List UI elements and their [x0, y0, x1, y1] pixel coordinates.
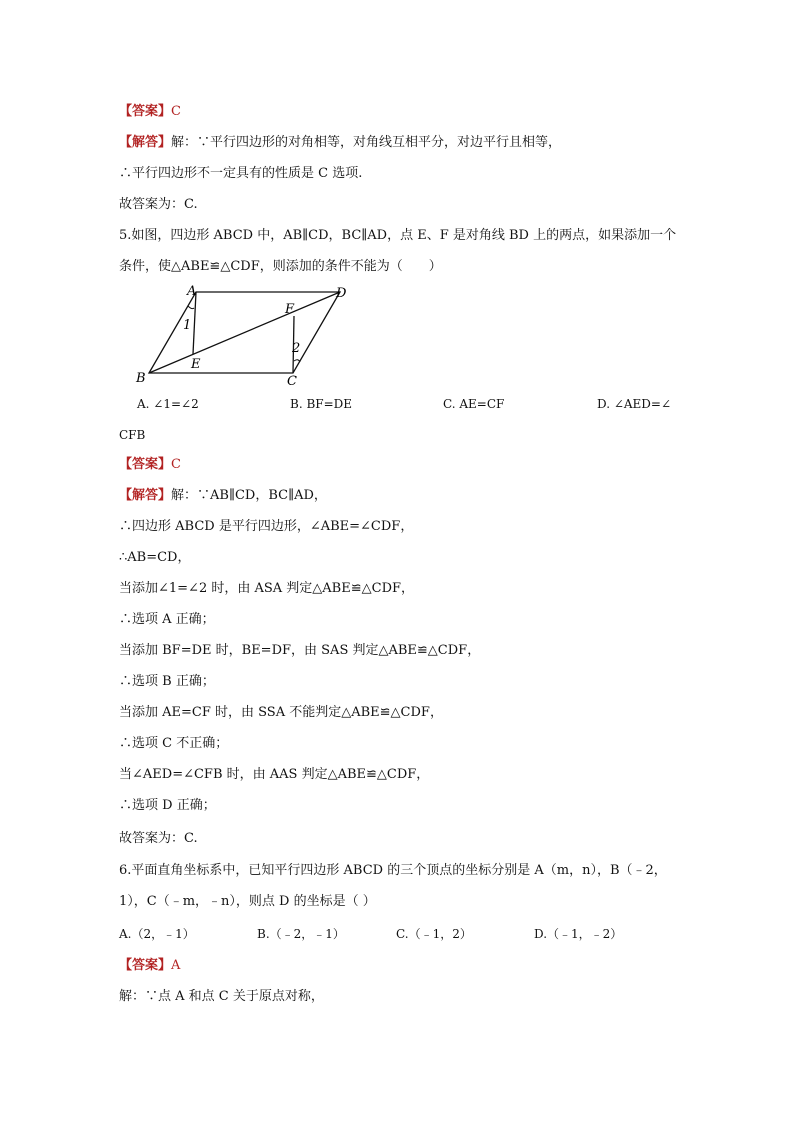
solution-text: 解：∵平行四边形的对角相等，对角线互相平分，对边平行且相等， — [171, 135, 562, 150]
q5-solution-line-7: ∴选项 B 正确； — [119, 674, 215, 689]
q6-option-b: B.（﹣2，﹣1） — [257, 927, 345, 941]
q5-option-d: D. ∠AED=∠ — [597, 397, 672, 411]
q5-option-a: A. ∠1=∠2 — [137, 397, 199, 411]
q5-stem-line-1: 5.如图，四边形 ABCD 中，AB∥CD，BC∥AD，点 E、F 是对角线 BD 上的两点，如果添加一个 — [119, 228, 677, 243]
answer-value: C — [171, 104, 181, 119]
q5-option-d-wrap: CFB — [119, 428, 146, 442]
q5-final-answer: 故答案为：C. — [119, 831, 198, 846]
q5-option-b: B. BF=DE — [290, 397, 353, 411]
q4-solution-line-1 — [119, 134, 561, 152]
diagonal-bd — [149, 292, 340, 373]
q5-solution-line-1 — [119, 487, 327, 505]
q4-solution-line-2: ∴平行四边形不一定具有的性质是 C 选项. — [119, 166, 363, 181]
q5-solution-line-5: ∴选项 A 正确； — [119, 612, 215, 627]
label-1: 1 — [183, 318, 192, 333]
q5-solution-line-4: 当添加∠1=∠2 时，由 ASA 判定△ABE≌△CDF， — [119, 581, 415, 596]
parallelogram-figure — [130, 282, 360, 390]
segment-ae — [193, 292, 196, 354]
label-e: E — [191, 357, 201, 372]
q6-option-c: C.（﹣1，2） — [396, 927, 472, 941]
label-b: B — [136, 371, 146, 386]
label-d: D — [336, 286, 347, 301]
q4-answer-line — [119, 103, 181, 121]
angle-1-arc — [188, 306, 194, 309]
label-2: 2 — [292, 341, 301, 356]
q5-solution-line-9: ∴选项 C 不正确； — [119, 736, 229, 751]
q6-solution-line-1: 解：∵点 A 和点 C 关于原点对称， — [119, 989, 324, 1004]
q4-final-answer: 故答案为：C. — [119, 197, 198, 212]
solution-text: 解：∵AB∥CD，BC∥AD， — [171, 488, 327, 503]
q5-stem-line-2: 条件，使△ABE≌△CDF，则添加的条件不能为（ ） — [119, 259, 442, 274]
answer-tag: 【答案】 — [119, 457, 172, 472]
answer-value: C — [171, 457, 181, 472]
label-c: C — [287, 374, 297, 389]
q5-solution-line-8: 当添加 AE=CF 时，由 SSA 不能判定△ABE≌△CDF， — [119, 705, 443, 720]
q6-stem-line-1: 6.平面直角坐标系中，已知平行四边形 ABCD 的三个顶点的坐标分别是 A（m，n），B（﹣2， — [119, 863, 667, 878]
q6-answer-line — [119, 957, 180, 975]
q5-solution-line-6: 当添加 BF=DE 时，BE=DF，由 SAS 判定△ABE≌△CDF， — [119, 643, 481, 658]
q5-solution-line-11: ∴选项 D 正确； — [119, 798, 216, 813]
label-f: F — [285, 302, 295, 317]
solution-tag: 【解答】 — [119, 488, 172, 503]
solution-tag: 【解答】 — [119, 135, 172, 150]
q6-option-a: A.（2，﹣1） — [119, 927, 195, 941]
q5-solution-line-3: ∴AB=CD， — [119, 550, 191, 565]
q5-solution-line-10: 当∠AED=∠CFB 时，由 AAS 判定△ABE≌△CDF， — [119, 767, 430, 782]
q6-stem-line-2: 1），C（﹣m，﹣n），则点 D 的坐标是（ ） — [119, 894, 376, 909]
q5-option-c: C. AE=CF — [443, 397, 505, 411]
answer-value: A — [171, 958, 181, 973]
q5-answer-line — [119, 456, 181, 474]
label-a: A — [187, 284, 197, 299]
q5-solution-line-2: ∴四边形 ABCD 是平行四边形，∠ABE=∠CDF， — [119, 519, 414, 534]
answer-tag: 【答案】 — [119, 958, 172, 973]
q6-option-d: D.（﹣1，﹣2） — [534, 927, 623, 941]
answer-tag: 【答案】 — [119, 104, 172, 119]
